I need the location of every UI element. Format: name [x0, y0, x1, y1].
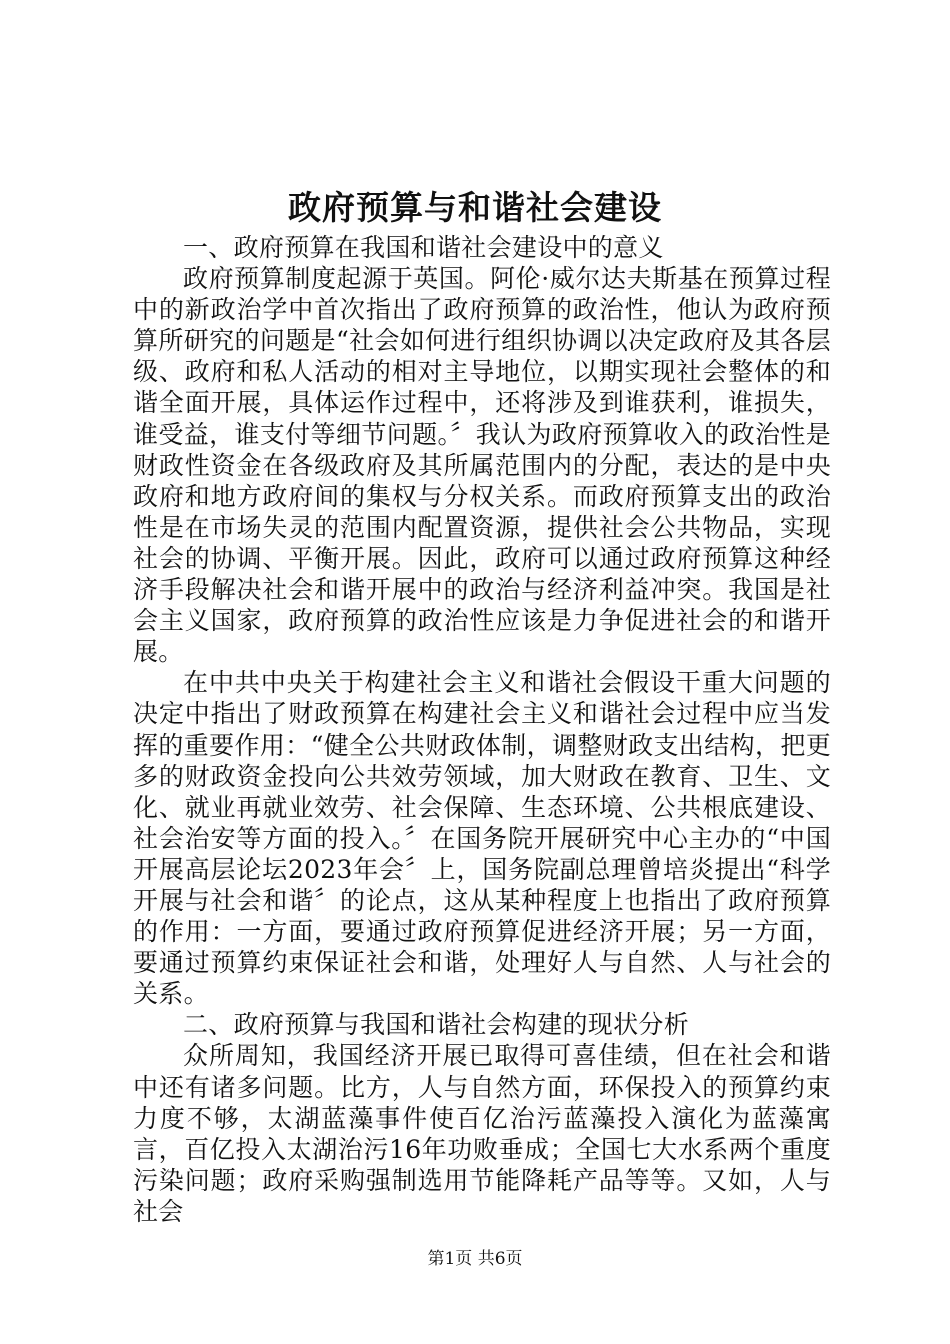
document-title: 政府预算与和谐社会建设 — [288, 188, 662, 227]
paragraph: 在中共中央关于构建社会主义和谐社会假设干重大问题的决定中指出了财政预算在构建社会主义和谐社会过程中应当发挥的重要作用：“健全公共财政体制，调整财政支出结构，把更多的财政资金投向公共效劳领域，加大财政在教育、卫生、文化、就业再就业效劳、社会保障、生态环境、公共根底建设、社会治安等方面的投入。〞在国务院开展研究中心主办的“中国开展高层论坛2023年会〞上，国务院副总理曾培炎提出“科学开展与社会和谐〞的论点，这从某种程度上也指出了政府预算的作用：一方面，要通过政府预算促进经济开展；另一方面，要通过预算约束保证社会和谐，处理好人与自然、人与社会的关系。 — [133, 668, 831, 1009]
page-footer: 第1页 共6页 — [427, 1249, 523, 1269]
paragraph: 政府预算制度起源于英国。阿伦·威尔达夫斯基在预算过程中的新政治学中首次指出了政府预算的政治性，他认为政府预算所研究的问题是“社会如何进行组织协调以决定政府及其各层级、政府和私人活动的相对主导地位，以期实现社会整体的和谐全面开展，具体运作过程中，还将涉及到谁获利，谁损失，谁受益，谁支付等细节问题。〞我认为政府预算收入的政治性是财政性资金在各级政府及其所属范围内的分配，表达的是中央政府和地方政府间的集权与分权关系。而政府预算支出的政治性是在市场失灵的范围内配置资源，提供社会公共物品，实现社会的协调、平衡开展。因此，政府可以通过政府预算这种经济手段解决社会和谐开展中的政治与经济利益冲突。我国是社会主义国家，政府预算的政治性应该是力争促进社会的和谐开展。 — [133, 264, 831, 667]
paragraph: 众所周知，我国经济开展已取得可喜佳绩，但在社会和谐中还有诸多问题。比方，人与自然方面，环保投入的预算约束力度不够，太湖蓝藻事件使百亿治污蓝藻投入演化为蓝藻寓言，百亿投入太湖治污16年功败垂成；全国七大水系两个重度污染问题；政府采购强制选用节能降耗产品等等。又如，人与社会 — [133, 1041, 831, 1226]
document-body — [133, 232, 831, 1227]
section-heading-2: 二、政府预算与我国和谐社会构建的现状分析 — [183, 1010, 690, 1040]
section-heading-1: 一、政府预算在我国和谐社会建设中的意义 — [183, 233, 664, 262]
